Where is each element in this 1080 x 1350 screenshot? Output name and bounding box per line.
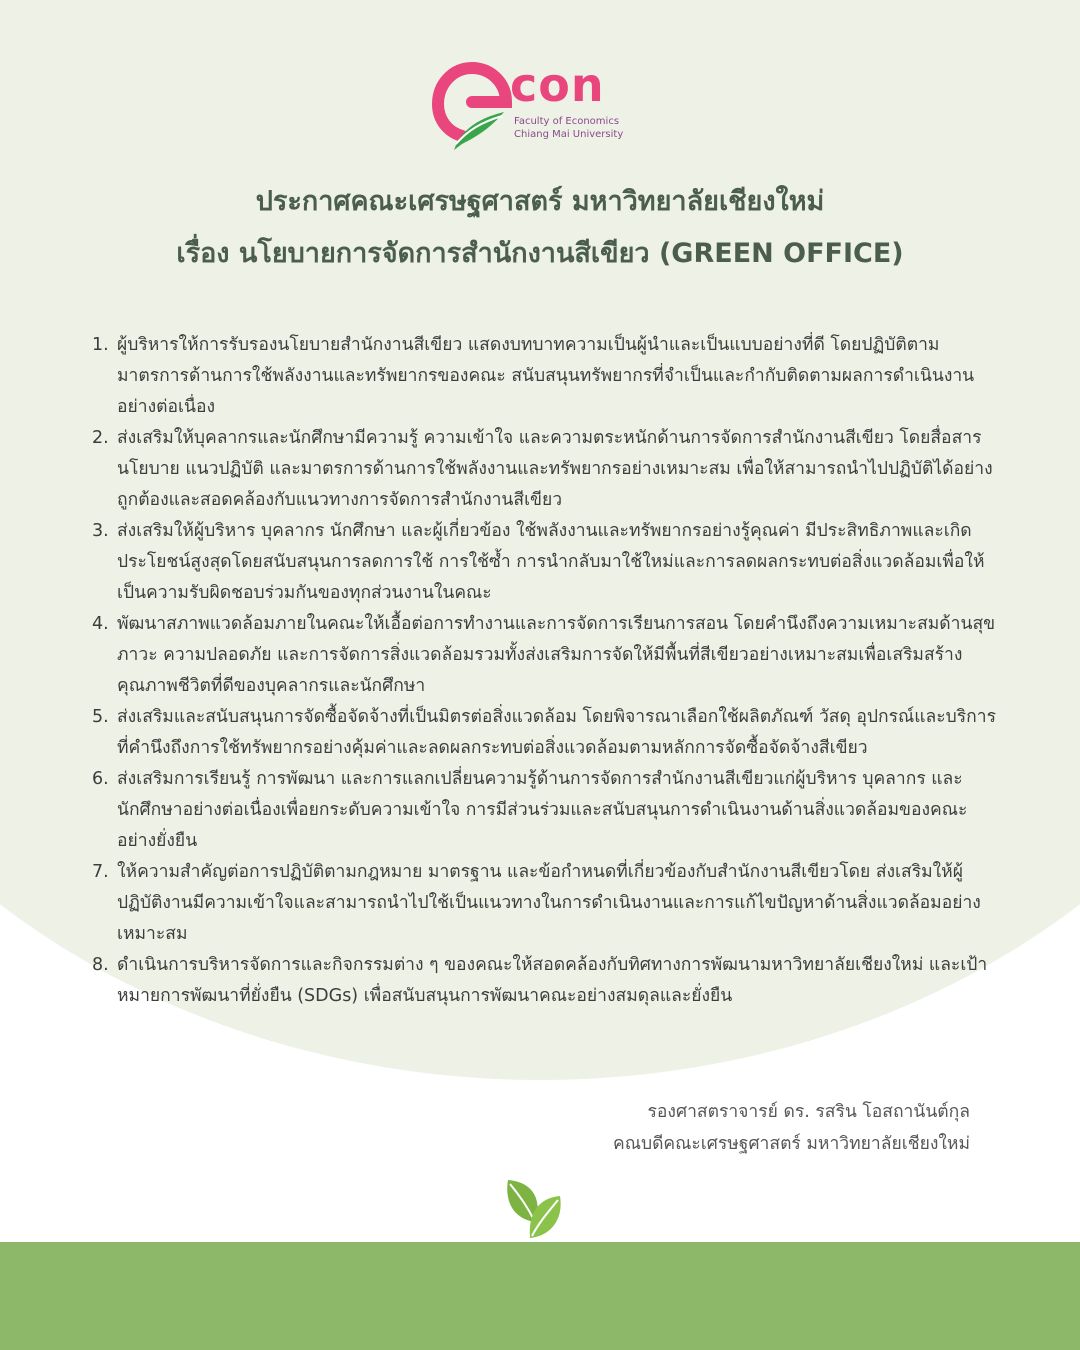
item-text: ส่งเสริมให้ผู้บริหาร บุคลากร นักศึกษา และผู้เกี่ยวข้อง ใช้พลังงานและทรัพยากรอย่างรู้คุณค่า มีประสิทธิภาพและเกิดประโยชน์สูงสุดโดยสนับสนุนการลดการใช้ การใช้ซ้ำ การนำกลับมาใช้ใหม่และการลดผลกระทบต่อสิ่งแวดล้อมเพื่อให้เป็นความรับผิดชอบร่วมกันของทุกส่วนงานในคณะ [117, 521, 985, 603]
announcement-title [0, 176, 1080, 280]
item-text: ส่งเสริมให้บุคลากรและนักศึกษามีความรู้ ความเข้าใจ และความตระหนักด้านการจัดการสำนักงานสีเขียว โดยสื่อสารนโยบาย แนวปฏิบัติ และมาตรการด้านการใช้พลังงานและทรัพยากรอย่างเหมาะสม เพื่อให้สามารถนำไปปฏิบัติได้อย่างถูกต้องและสอดคล้องกับแนวทางการจัดการสำนักงานสีเขียว [117, 428, 993, 510]
policy-list [92, 330, 998, 1012]
footer-band [0, 1242, 1080, 1350]
item-text: ส่งเสริมและสนับสนุนการจัดซื้อจัดจ้างที่เป็นมิตรต่อสิ่งแวดล้อม โดยพิจารณาเลือกใช้ผลิตภัณฑ์ วัสดุ อุปกรณ์และบริการที่คำนึงถึงการใช้ทรัพยากรอย่างคุ้มค่าและลดผลกระทบต่อสิ่งแวดล้อมตามหลักการจัดซื้อจัดจ้างสีเขียว [117, 707, 996, 758]
item-text: พัฒนาสภาพแวดล้อมภายในคณะให้เอื้อต่อการทำงานและการจัดการเรียนการสอน โดยคำนึงถึงความเหมาะสมด้านสุขภาวะ ความปลอดภัย และการจัดการสิ่งแวดล้อมรวมทั้งส่งเสริมการจัดให้มีพื้นที่สีเขียวอย่างเหมาะสมเพื่อเสริมสร้างคุณภาพชีวิตที่ดีของบุคลากรและนักศึกษา [117, 614, 996, 696]
logo-wordmark: con [510, 58, 605, 112]
title-line-1: ประกาศคณะเศรษฐศาสตร์ มหาวิทยาลัยเชียงใหม่ [255, 186, 825, 217]
policy-item [92, 609, 998, 702]
item-number: 2. [92, 428, 109, 448]
econ-logo-icon [432, 60, 512, 156]
title-line-2: เรื่อง นโยบายการจัดการสำนักงานสีเขียว (GREEN OFFICE) [176, 238, 904, 269]
policy-item [92, 516, 998, 609]
policy-item [92, 764, 998, 857]
policy-item [92, 330, 998, 423]
item-text: ผู้บริหารให้การรับรองนโยบายสำนักงานสีเขียว แสดงบทบาทความเป็นผู้นำและเป็นแบบอย่างที่ดี โดยปฏิบัติตามมาตรการด้านการใช้พลังงานและทรัพยากรของคณะ สนับสนุนทรัพยากรที่จำเป็นและกำกับติดตามผลการดำเนินงานอย่างต่อเนื่อง [117, 335, 975, 417]
logo-subtitle-faculty: Faculty of Economics [514, 116, 620, 127]
item-number: 6. [92, 769, 109, 789]
item-text: ส่งเสริมการเรียนรู้ การพัฒนา และการแลกเปลี่ยนความรู้ด้านการจัดการสำนักงานสีเขียวแก่ผู้บริหาร บุคลากร และนักศึกษาอย่างต่อเนื่องเพื่อยกระดับความเข้าใจ การมีส่วนร่วมและสนับสนุนการดำเนินงานด้านสิ่งแวดล้อมของคณะอย่างยั่งยืน [117, 769, 968, 851]
signature-block [613, 1096, 970, 1160]
policy-item [92, 950, 998, 1012]
policy-item [92, 423, 998, 516]
item-number: 5. [92, 707, 109, 727]
item-text: ให้ความสำคัญต่อการปฏิบัติตามกฎหมาย มาตรฐาน และข้อกำหนดที่เกี่ยวข้องกับสำนักงานสีเขียวโดย ส่งเสริมให้ผู้ปฏิบัติงานมีความเข้าใจและสามารถนำไปใช้เป็นแนวทางในการดำเนินงานและการแก้ไขปัญหาด้านสิ่งแวดล้อมอย่างเหมาะสม [117, 862, 981, 944]
policy-item [92, 702, 998, 764]
econ-logo [432, 60, 632, 156]
policy-item [92, 857, 998, 950]
item-number: 7. [92, 862, 109, 882]
leaf-icon [502, 1178, 566, 1244]
signatory-position: คณบดีคณะเศรษฐศาสตร์ มหาวิทยาลัยเชียงใหม่ [613, 1134, 970, 1154]
logo-subtitle-university: Chiang Mai University [514, 129, 624, 140]
item-text: ดำเนินการบริหารจัดการและกิจกรรมต่าง ๆ ของคณะให้สอดคล้องกับทิศทางการพัฒนามหาวิทยาลัยเชียงใหม่ และเป้าหมายการพัฒนาที่ยั่งยืน (SDGs) เพื่อสนับสนุนการพัฒนาคณะอย่างสมดุลและยั่งยืน [117, 955, 988, 1006]
item-number: 4. [92, 614, 109, 634]
item-number: 8. [92, 955, 109, 975]
item-number: 1. [92, 335, 109, 355]
signatory-name: รองศาสตราจารย์ ดร. รสริน โอสถานันต์กุล [647, 1102, 970, 1122]
item-number: 3. [92, 521, 109, 541]
